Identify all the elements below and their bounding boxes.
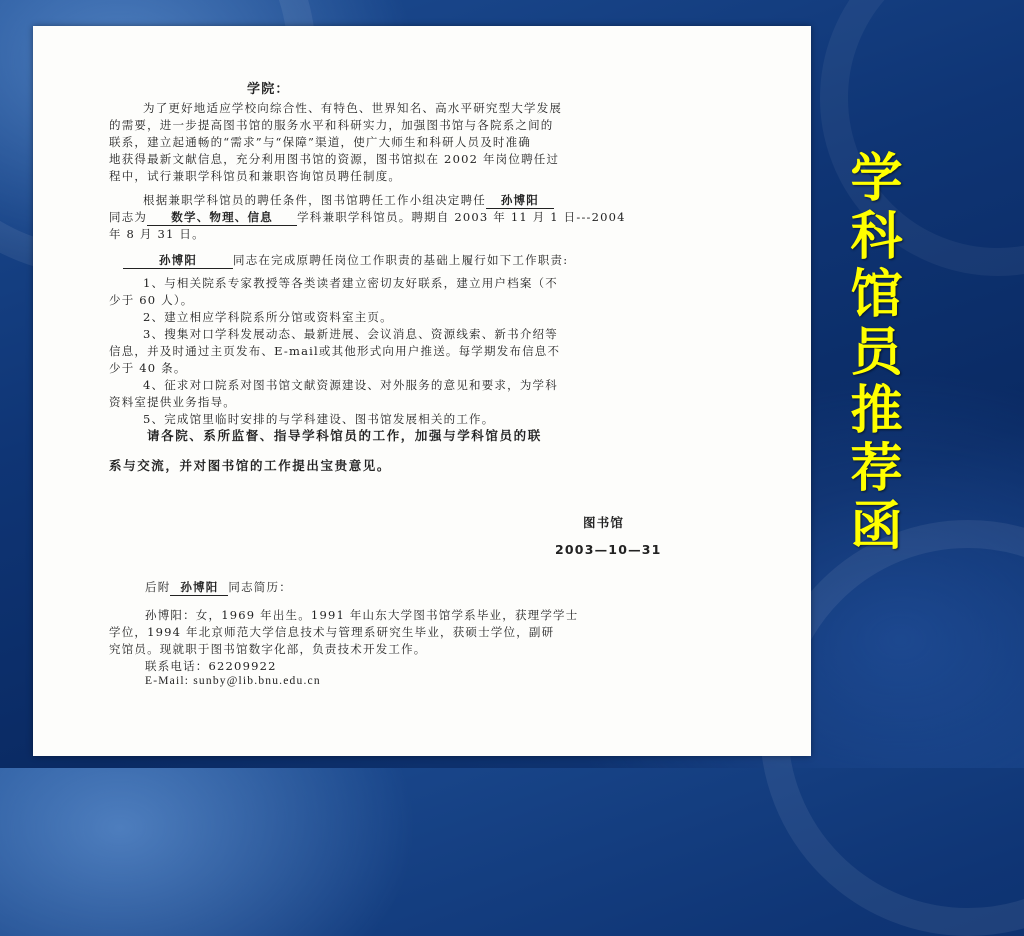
duty-line: 少于 60 人）。 — [109, 293, 194, 307]
resume-name: 孙博阳 — [170, 579, 228, 596]
resume-intro: 同志简历： — [228, 580, 292, 594]
duty-line: 少于 40 条。 — [109, 361, 187, 375]
request-line: 系与交流，并对图书馆的工作提出宝贵意见。 — [109, 458, 392, 473]
subjects: 数学、物理、信息 — [147, 209, 297, 226]
para1-line: 的需要，进一步提高图书馆的服务水平和科研实力，加强图书馆与各院系之间的 — [109, 118, 554, 132]
para1-line: 地获得最新文献信息，充分利用图书馆的资源，图书馆拟在 2002 年岗位聘任过 — [109, 152, 560, 166]
request-line: 请各院、系所监督、指导学科馆员的工作，加强与学科馆员的联 — [147, 428, 542, 443]
contact-phone: 联系电话：62209922 — [145, 659, 277, 673]
duty-line: 1、与相关院系专家教授等各类读者建立密切友好联系，建立用户档案（不 — [143, 276, 558, 290]
slide-title: 学科馆员推荐函 — [841, 150, 901, 556]
resume-line: 学位，1994 年北京师范大学信息技术与管理系研究生毕业，获硕士学位，副研 — [109, 625, 555, 639]
candidate-name: 孙博阳 — [486, 192, 554, 209]
para1-line: 为了更好地适应学校向综合性、有特色、世界知名、高水平研究型大学发展 — [143, 101, 563, 115]
duty-line: 信息，并及时通过主页发布、E-mail或其他形式向用户推送。每学期发布信息不 — [109, 344, 561, 358]
duty-line: 3、搜集对口学科发展动态、最新进展、会议消息、资源线索、新书介绍等 — [143, 327, 558, 341]
duty-line: 5、完成馆里临时安排的与学科建设、图书馆发展相关的工作。 — [143, 412, 495, 426]
appointment-text: 学科兼职学科馆员。聘期自 2003 年 11 月 1 日---2004 — [297, 210, 626, 224]
resume-intro: 后附 — [145, 580, 171, 594]
duties-intro-line — [123, 252, 568, 269]
appointment-text: 同志为 — [109, 210, 148, 224]
para1-line: 联系，建立起通畅的“需求”与“保障”渠道，使广大师生和科研人员及时准确 — [109, 135, 532, 149]
duty-line: 4、征求对口院系对图书馆文献资源建设、对外服务的意见和要求，为学科 — [143, 378, 558, 392]
duties-name: 孙博阳 — [123, 252, 233, 269]
salutation: 学院： — [247, 82, 290, 97]
resume-line: 孙博阳：女，1969 年出生。1991 年山东大学图书馆学系毕业，获理学学士 — [145, 608, 579, 622]
contact-email: E-Mail: sunby@lib.bnu.edu.cn — [145, 675, 321, 687]
appointment-line — [143, 192, 554, 209]
scanned-letter — [33, 26, 811, 756]
signature-date: 2003—10—31 — [555, 542, 662, 557]
appointment-line: 年 8 月 31 日。 — [109, 227, 205, 241]
signature-org: 图书馆 — [583, 515, 625, 530]
duty-line: 2、建立相应学科院系所分馆或资料室主页。 — [143, 310, 393, 324]
appointment-text: 根据兼职学科馆员的聘任条件，图书馆聘任工作小组决定聘任 — [143, 193, 486, 207]
duty-line: 资料室提供业务指导。 — [109, 395, 236, 409]
appointment-line — [109, 209, 626, 226]
resume-line: 究馆员。现就职于图书馆数字化部，负责技术开发工作。 — [109, 642, 427, 656]
duties-intro: 同志在完成原聘任岗位工作职责的基础上履行如下工作职责: — [233, 253, 569, 267]
resume-intro-line — [145, 579, 292, 596]
para1-line: 程中，试行兼职学科馆员和兼职咨询馆员聘任制度。 — [109, 169, 402, 183]
